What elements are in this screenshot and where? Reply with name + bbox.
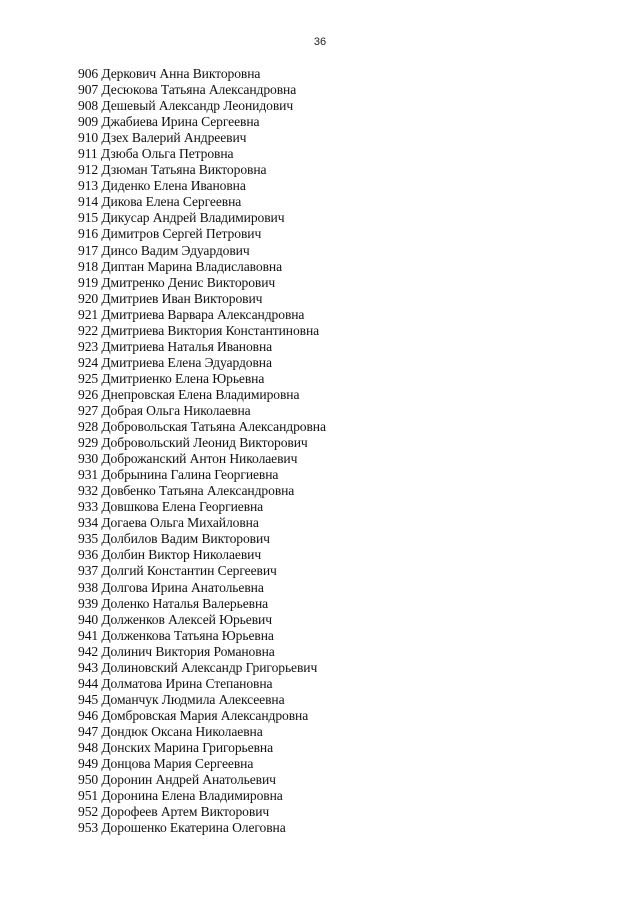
list-item: 934 Догаева Ольга Михайловна <box>78 515 259 531</box>
list-item: 907 Десюкова Татьяна Александровна <box>78 82 297 98</box>
list-item: 912 Дзюман Татьяна Викторовна <box>78 162 267 178</box>
list-item: 942 Долинич Виктория Романовна <box>78 643 275 659</box>
list-item: 929 Добровольский Леонид Викторович <box>78 435 308 451</box>
list-item: 943 Долиновский Александр Григорьевич <box>78 659 318 675</box>
list-item: 945 Доманчук Людмила Алексеевна <box>78 691 285 707</box>
list-item: 914 Дикова Елена Сергеевна <box>78 194 242 210</box>
list-item: 919 Дмитренко Денис Викторович <box>78 274 276 290</box>
list-item: 909 Джабиева Ирина Сергеевна <box>78 114 260 130</box>
list-item: 923 Дмитриева Наталья Ивановна <box>78 338 273 354</box>
list-item: 949 Донцова Мария Сергеевна <box>78 756 254 772</box>
list-item: 915 Дикусар Андрей Владимирович <box>78 210 285 226</box>
list-item: 916 Димитров Сергей Петрович <box>78 226 262 242</box>
list-item: 908 Дешевый Александр Леонидович <box>78 98 294 114</box>
list-item: 930 Доброжанский Антон Николаевич <box>78 451 298 467</box>
list-item: 944 Долматова Ирина Степановна <box>78 675 273 691</box>
list-item: 911 Дзюба Ольга Петровна <box>78 146 234 162</box>
list-item: 922 Дмитриева Виктория Константиновна <box>78 322 320 338</box>
list-item: 932 Довбенко Татьяна Александровна <box>78 483 295 499</box>
list-item: 940 Долженков Алексей Юрьевич <box>78 611 272 627</box>
list-item: 931 Добрынина Галина Георгиевна <box>78 467 279 483</box>
list-item: 951 Доронина Елена Владимировна <box>78 788 283 804</box>
list-item: 921 Дмитриева Варвара Александровна <box>78 306 305 322</box>
list-item: 952 Дорофеев Артем Викторович <box>78 804 270 820</box>
list-item: 935 Долбилов Вадим Викторович <box>78 531 270 547</box>
list-item: 936 Долбин Виктор Николаевич <box>78 547 262 563</box>
list-item: 950 Доронин Андрей Анатольевич <box>78 772 276 788</box>
list-item: 913 Диденко Елена Ивановна <box>78 178 246 194</box>
list-item: 947 Дондюк Оксана Николаевна <box>78 723 263 739</box>
list-item: 933 Довшкова Елена Георгиевна <box>78 499 264 515</box>
list-item: 925 Дмитриенко Елена Юрьевна <box>78 370 265 386</box>
list-item: 927 Добрая Ольга Николаевна <box>78 402 251 418</box>
list-item: 910 Дзех Валерий Андреевич <box>78 130 247 146</box>
list-item: 917 Динсо Вадим Эдуардович <box>78 242 250 258</box>
list-item: 924 Дмитриева Елена Эдуардовна <box>78 354 272 370</box>
list-item: 941 Долженкова Татьяна Юрьевна <box>78 627 274 643</box>
list-item: 928 Добровольская Татьяна Александровна <box>78 419 326 435</box>
list-item: 939 Доленко Наталья Валерьевна <box>78 595 269 611</box>
page-number: 36 <box>313 36 327 48</box>
list-item: 953 Дорошенко Екатерина Олеговна <box>78 820 286 836</box>
list-item: 948 Донских Марина Григорьевна <box>78 739 274 755</box>
list-item: 938 Долгова Ирина Анатольевна <box>78 579 264 595</box>
list-item: 926 Днепровская Елена Владимировна <box>78 386 300 402</box>
name-list <box>78 66 326 836</box>
list-item: 946 Домбровская Мария Александровна <box>78 707 309 723</box>
list-item: 937 Долгий Константин Сергеевич <box>78 563 277 579</box>
list-item: 918 Диптан Марина Владиславовна <box>78 258 282 274</box>
list-item: 906 Деркович Анна Викторовна <box>78 66 261 81</box>
list-item: 920 Дмитриев Иван Викторович <box>78 290 263 306</box>
